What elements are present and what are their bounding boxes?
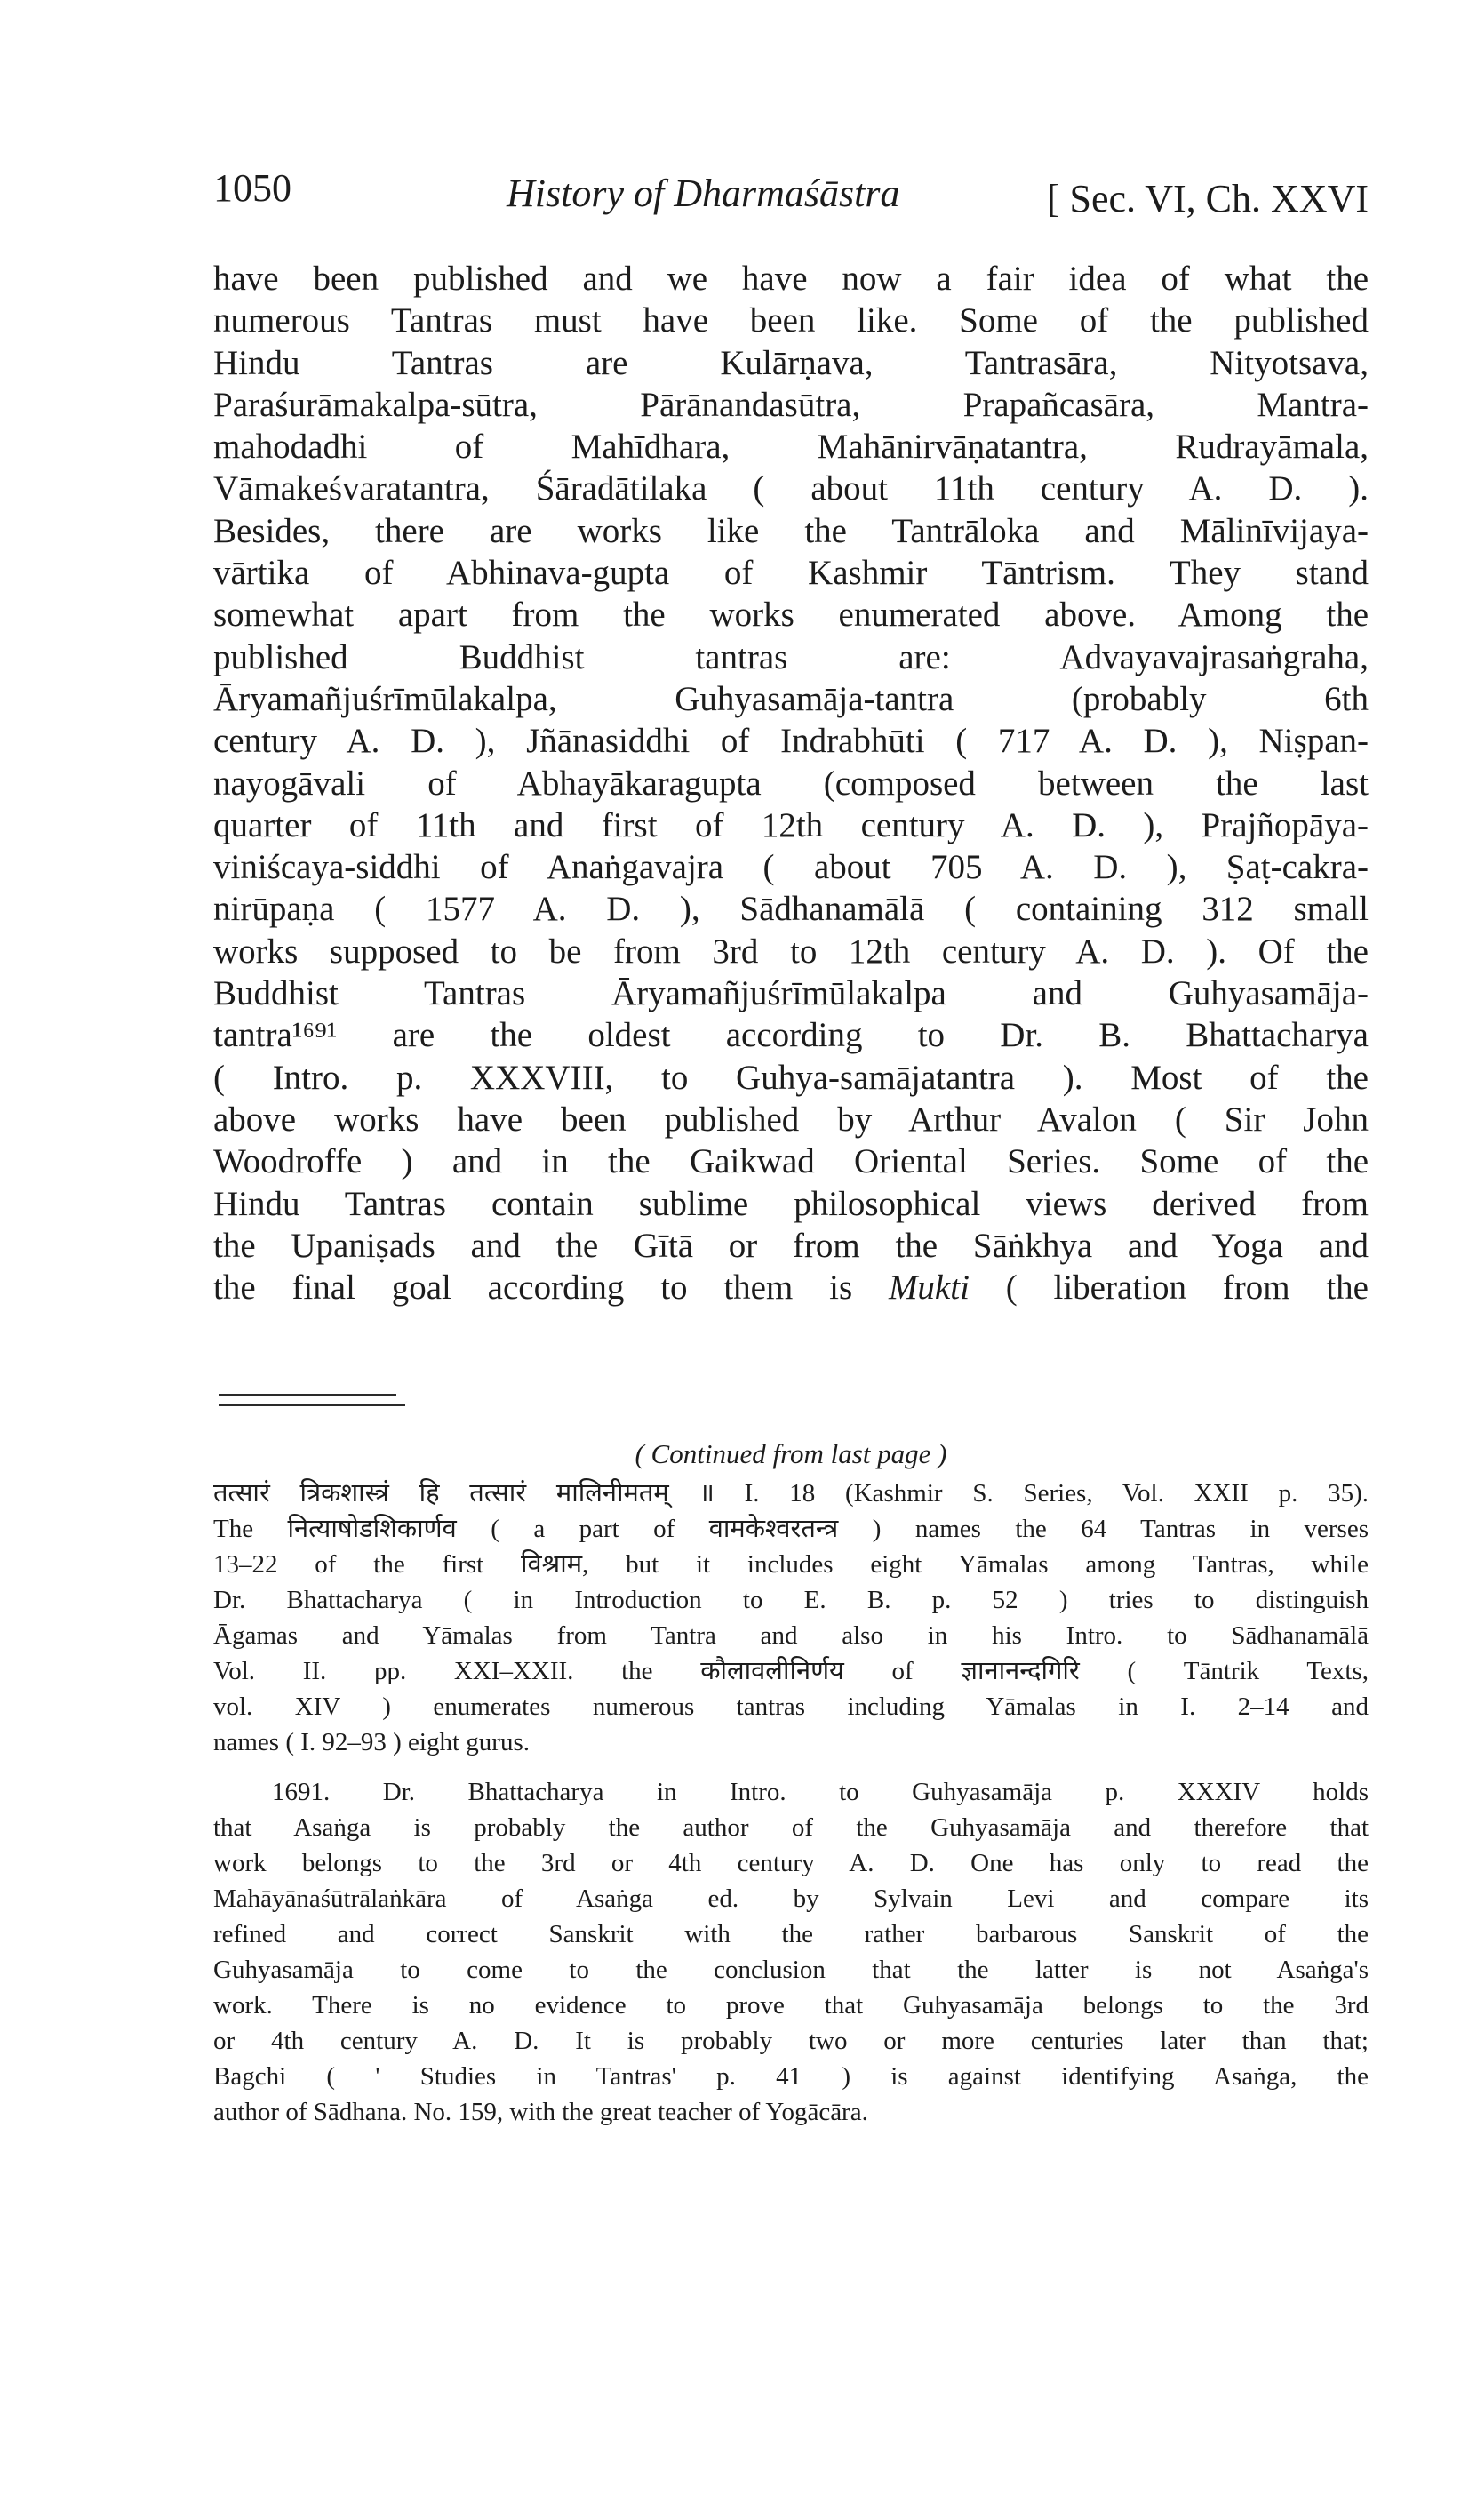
body-line: tantra¹⁶⁹¹ are the oldest according to Dr. B. Bhattacharya <box>213 1016 1369 1055</box>
running-title: History of Dharmaśāstra <box>507 172 900 215</box>
footnote-1691-line: refined and correct Sanskrit with the rather barbarous Sanskrit of the <box>213 1920 1369 1948</box>
body-line: nirūpaṇa ( 1577 A. D. ), Sādhanamālā ( containing 312 small <box>213 890 1369 929</box>
body-line: somewhat apart from the works enumerated above. Among the <box>213 596 1369 635</box>
footnote-1691-line: Bagchi ( ' Studies in Tantras' p. 41 ) is against identifying Asaṅga, the <box>213 2062 1369 2091</box>
body-line: viniścaya-siddhi of Anaṅgavajra ( about 705 A. D. ), Ṣaṭ-cakra- <box>213 848 1369 887</box>
footnote-line: Dr. Bhattacharya ( in Introduction to E. B. p. 52 ) tries to distinguish <box>213 1586 1369 1614</box>
body-line: nayogāvali of Abhayākaragupta (composed between the last <box>213 764 1369 803</box>
body-line: century A. D. ), Jñānasiddhi of Indrabhūti ( 717 A. D. ), Niṣpan- <box>213 722 1369 761</box>
footnote-continued-label: ( Continued from last page ) <box>635 1438 947 1469</box>
body-line: vārtika of Abhinava-gupta of Kashmir Tāntrism. They stand <box>213 554 1369 593</box>
footnote-separator <box>219 1394 396 1396</box>
body-line: quarter of 11th and first of 12th century A. D. ), Prajñopāya- <box>213 805 1369 844</box>
main-text <box>213 258 1369 1308</box>
body-line: have been published and we have now a fair idea of what the <box>213 260 1369 298</box>
footnote-line: vol. XIV ) enumerates numerous tantras including Yāmalas in I. 2–14 and <box>213 1692 1369 1721</box>
body-line: mahodadhi of Mahīdhara, Mahānirvāṇatantra, Rudrayāmala, <box>213 428 1369 467</box>
body-line: Āryamañjuśrīmūlakalpa, Guhyasamāja-tantra (probably 6th <box>213 679 1369 718</box>
footnote-1691-line: that Asaṅga is probably the author of the Guhyasamāja and therefore that <box>213 1813 1369 1842</box>
footnote-line: names ( I. 92–93 ) eight gurus. <box>213 1728 530 1756</box>
footnote-line: The नित्याषोडशिकार्णव ( a part of वामकेश्वरतन्त्र ) names the 64 Tantras in verses <box>213 1515 1369 1543</box>
body-line: Besides, there are works like the Tantrāloka and Mālinīvijaya- <box>213 511 1369 550</box>
body-line: Vāmakeśvaratantra, Śāradātilaka ( about 11th century A. D. ). <box>213 469 1369 508</box>
footnote-1691-line: or 4th century A. D. It is probably two or more centuries later than that; <box>213 2027 1369 2055</box>
footnotes <box>213 1476 1369 2130</box>
footnote-1691-line: 1691. Dr. Bhattacharya in Intro. to Guhyasamāja p. XXXIV holds <box>272 1778 1369 1806</box>
body-line: works supposed to be from 3rd to 12th century A. D. ). Of the <box>213 932 1369 971</box>
body-line: the Upaniṣads and the Gītā or from the Sāṅkhya and Yoga and <box>213 1226 1369 1265</box>
body-line: published Buddhist tantras are: Advayavajrasaṅgraha, <box>213 637 1369 676</box>
body-line: Paraśurāmakalpa-sūtra, Pārānandasūtra, Prapañcasāra, Mantra- <box>213 385 1369 424</box>
body-line: Hindu Tantras contain sublime philosophical views derived from <box>213 1184 1369 1223</box>
footnote-line: Āgamas and Yāmalas from Tantra and also in his Intro. to Sādhanamālā <box>213 1621 1369 1650</box>
footnote-separator <box>219 1404 405 1406</box>
body-line: Buddhist Tantras Āryamañjuśrīmūlakalpa and Guhyasamāja- <box>213 974 1369 1013</box>
footnote-1691-line: author of Sādhana. No. 159, with the great teacher of Yogācāra. <box>213 2098 868 2126</box>
body-line: numerous Tantras must have been like. Some of the published <box>213 301 1369 340</box>
footnote-1691-line: work belongs to the 3rd or 4th century A. D. One has only to read the <box>213 1849 1369 1877</box>
body-line: ( Intro. p. XXXVIII, to Guhya-samājatantra ). Most of the <box>213 1058 1369 1097</box>
footnote-line: 13–22 of the first विश्राम, but it includes eight Yāmalas among Tantras, while <box>213 1550 1369 1579</box>
running-header <box>213 165 1369 236</box>
body-line: above works have been published by Arthur Avalon ( Sir John <box>213 1100 1369 1139</box>
footnote-1691-line: Guhyasamāja to come to the conclusion that the latter is not Asaṅga's <box>213 1956 1369 1984</box>
section-reference: [ Sec. VI, Ch. XXVI <box>1046 177 1369 220</box>
page-number: 1050 <box>213 166 291 210</box>
footnote-1691-line: Mahāyānaśūtrālaṅkāra of Asaṅga ed. by Sylvain Levi and compare its <box>213 1884 1369 1913</box>
body-line: Woodroffe ) and in the Gaikwad Oriental Series. Some of the <box>213 1142 1369 1181</box>
footnote-1691-line: work. There is no evidence to prove that Guhyasamāja belongs to the 3rd <box>213 1991 1369 2020</box>
footnote-line: Vol. II. pp. XXI–XXII. the कौलावलीनिर्णय of ज्ञानानन्दगिरि ( Tāntrik Texts, <box>213 1657 1369 1685</box>
body-line: Hindu Tantras are Kulārṇava, Tantrasāra, Nityotsava, <box>213 343 1369 382</box>
body-line: the final goal according to them is Mukti ( liberation from the <box>213 1268 1369 1308</box>
footnote-line: तत्सारं त्रिकशास्त्रं हि तत्सारं मालिनीमतम् ॥ I. 18 (Kashmir S. Series, Vol. XXII p. 35). <box>213 1479 1369 1508</box>
